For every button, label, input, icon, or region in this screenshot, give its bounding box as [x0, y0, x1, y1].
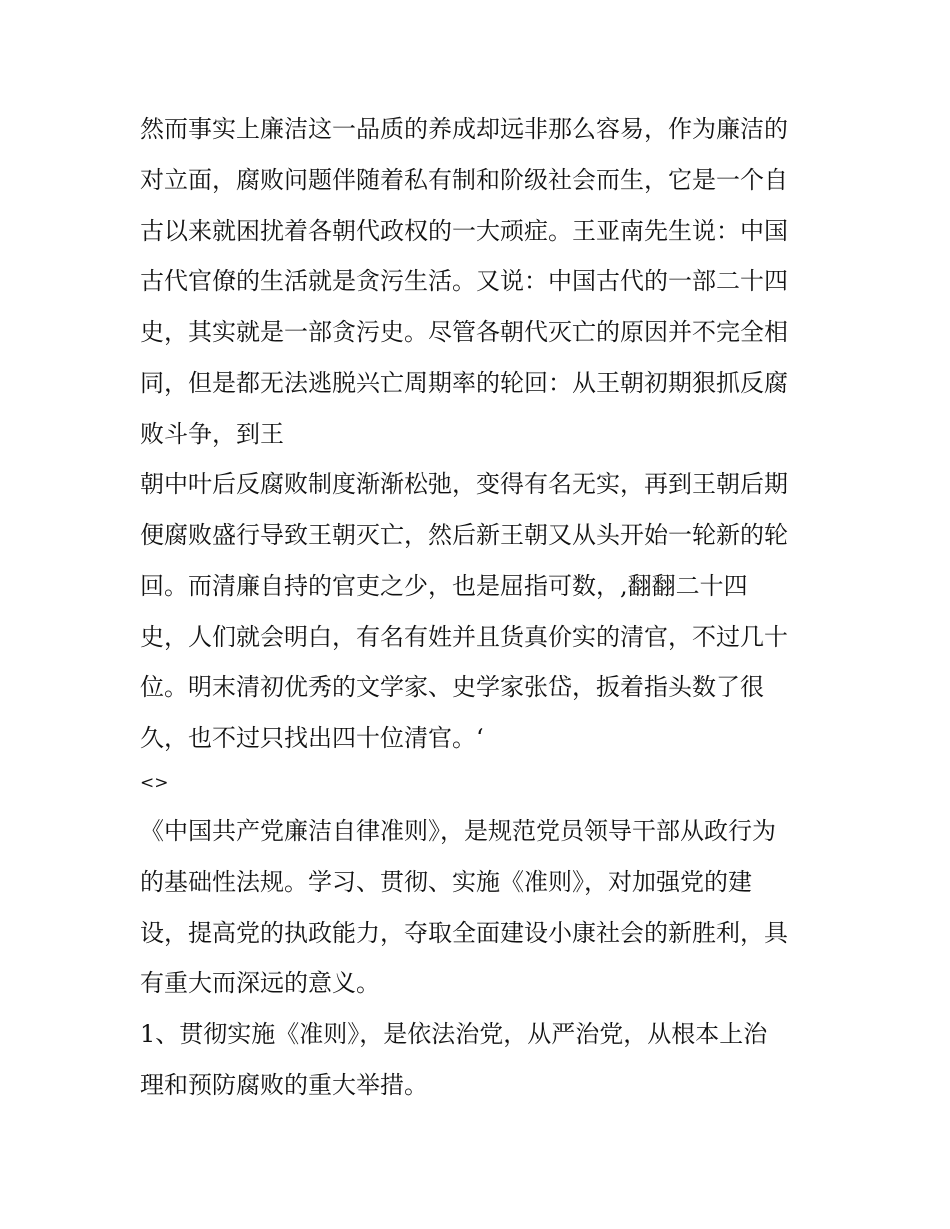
- text-line: 便腐败盛行导致王朝灭亡，然后新王朝又从头开始一轮新的轮: [140, 521, 788, 549]
- text-line: 设，提高党的执政能力，夺取全面建设小康社会的新胜利，具: [140, 919, 788, 947]
- text-line: 理和预防腐败的重大举措。: [140, 1071, 428, 1099]
- text-line: 败斗争，到王: [140, 420, 284, 448]
- text-line: 回。而清廉自持的官吏之少，也是屈指可数，,翻翻二十四: [140, 572, 748, 600]
- text-line: 有重大而深远的意义。: [140, 969, 380, 997]
- text-line: 对立面，腐败问题伴随着私有制和阶级社会而生，它是一个自: [140, 166, 788, 194]
- text-line: 位。明末清初优秀的文学家、史学家张岱，扳着指头数了很: [140, 673, 764, 701]
- text-line: 朝中叶后反腐败制度渐渐松弛，变得有名无实，再到王朝后期: [140, 470, 788, 498]
- text-line: 久，也不过只找出四十位清官。‘: [140, 724, 484, 752]
- text-line: 史，人们就会明白，有名有姓并且货真价实的清官，不过几十: [140, 623, 788, 651]
- text-line: 1、贯彻实施《准则》，是依法治党，从严治党，从根本上治: [140, 1020, 768, 1048]
- text-line: 同，但是都无法逃脱兴亡周期率的轮回：从王朝初期狠抓反腐: [140, 369, 788, 397]
- text-line: 古代官僚的生活就是贪污生活。又说：中国古代的一部二十四: [140, 267, 788, 295]
- text-line: 的基础性法规。学习、贯彻、实施《准则》，对加强党的建: [140, 868, 752, 896]
- text-line: 古以来就困扰着各朝代政权的一大顽症。王亚南先生说：中国: [140, 217, 788, 245]
- text-line: 《中国共产党廉洁自律准则》，是规范党员领导干部从政行为: [140, 817, 776, 845]
- text-line: 然而事实上廉洁这一品质的养成却远非那么容易，作为廉洁的: [140, 115, 788, 143]
- text-line: <>: [140, 773, 169, 793]
- text-line: 史，其实就是一部贪污史。尽管各朝代灭亡的原因并不完全相: [140, 318, 788, 346]
